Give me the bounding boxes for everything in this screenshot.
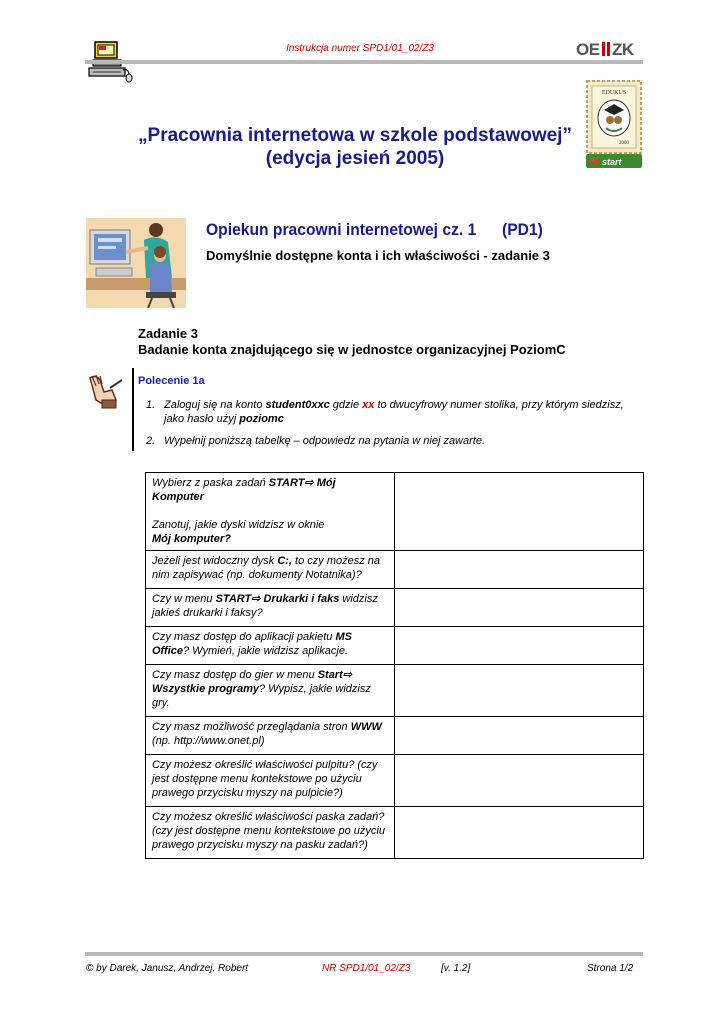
table-row [146,755,644,807]
instruction-steps [146,398,646,456]
footer-page: Strona 1/2 [587,963,634,974]
answer-cell[interactable] [394,589,643,627]
instruction-label: Polecenie 1a [138,375,205,387]
table-row [146,551,644,589]
answer-cell[interactable] [394,807,643,859]
question-cell: Czy masz dostęp do gier w menu Start⇨ Wszystkie programy? Wypisz, jakie widzisz gry. [146,665,395,717]
step-1 [146,398,646,426]
footer-version: [v. 1.2] [441,963,471,974]
writing-hand-icon [86,370,126,410]
oeiizk-logo [576,38,640,60]
instruction-bar [132,368,134,451]
question-cell: Wybierz z paska zadań START⇨ Mój Komputer Zanotuj, jakie dyski widzisz w oknie Mój komputer? [146,473,395,551]
account-name: student0xxc [265,399,330,411]
footer-authors: © by Darek, Janusz, Andrzej, Robert [86,963,249,974]
answer-cell[interactable] [394,665,643,717]
answer-cell[interactable] [394,755,643,807]
task-name: Badanie konta znajdującego się w jednostce organizacyjnej PoziomC [138,342,566,357]
start-text: start [602,157,622,167]
svg-text:2000: 2000 [619,141,629,146]
header-title: Instrukcja numer SPD1/01_02/Z3 [286,43,434,54]
section-title-text: Opiekun pracowni internetowej cz. 1 [206,220,477,239]
svg-text:ZK: ZK [612,40,634,59]
table-row [146,807,644,859]
step-number: 1. [146,399,156,411]
header-rule [85,60,643,64]
main-title [110,124,600,170]
question-cell: Czy możesz określić właściwości pulpitu? (czy jest dostępne menu kontekstowe po użyciu prawego przycisku myszy na pulpicie?) [146,755,395,807]
step-number: 2. [146,435,156,447]
section-code: (PD1) [502,220,543,239]
password: poziomc [239,413,284,425]
question-cell: Czy masz dostęp do aplikacji pakietu MS Office? Wymień, jakie widzisz aplikacje. [146,627,395,665]
question-table [145,472,644,859]
answer-cell[interactable] [394,473,643,551]
table-row [146,473,644,551]
footer-rule [85,952,643,956]
main-title-line1: „Pracownia internetowa w szkole podstawowej” [138,125,572,146]
question-cell: Jeżeli jest widoczny dysk C:, to czy możesz na nim zapisywać (np. dokumenty Notatnika)? [146,551,395,589]
table-number-placeholder: xx [362,399,375,411]
question-cell: Czy możesz określić właściwości paska zadań? (czy jest dostępne menu kontekstowe po użyciu prawego przycisku myszy na pasku zadań?) [146,807,395,859]
answer-cell[interactable] [394,551,643,589]
table-row [146,717,644,755]
question-cell: Czy masz możliwość przeglądania stron WWW (np. http://www.onet.pl) [146,717,395,755]
edukus-logo [586,80,642,168]
teacher-student-photo [86,218,186,308]
table-row [146,665,644,717]
svg-text:EDUKUS: EDUKUS [601,90,627,96]
step-text: Wypełnij poniższą tabelkę – odpowiedz na pytania w niej zawarte. [164,435,486,447]
section-subtitle: Domyślnie dostępne konta i ich właściwości - zadanie 3 [206,248,550,263]
task-number: Zadanie 3 [138,326,198,341]
svg-text:OE: OE [576,40,600,59]
footer-number: NR SPD1/01_02/Z3 [322,963,411,974]
table-row [146,627,644,665]
main-title-line2: (edycja jesień 2005) [265,148,445,169]
section-title [206,220,543,240]
step-text: Zaloguj się na konto student0xxc gdzie xx to dwucyfrowy numer stolika, przy którym siedzisz, jako hasło użyj poziomc [164,399,624,425]
answer-cell[interactable] [394,717,643,755]
question-cell: Czy w menu START⇨ Drukarki i faks widzisz jakieś drukarki i faksy? [146,589,395,627]
table-row [146,589,644,627]
answer-cell[interactable] [394,627,643,665]
step-2 [146,434,646,448]
